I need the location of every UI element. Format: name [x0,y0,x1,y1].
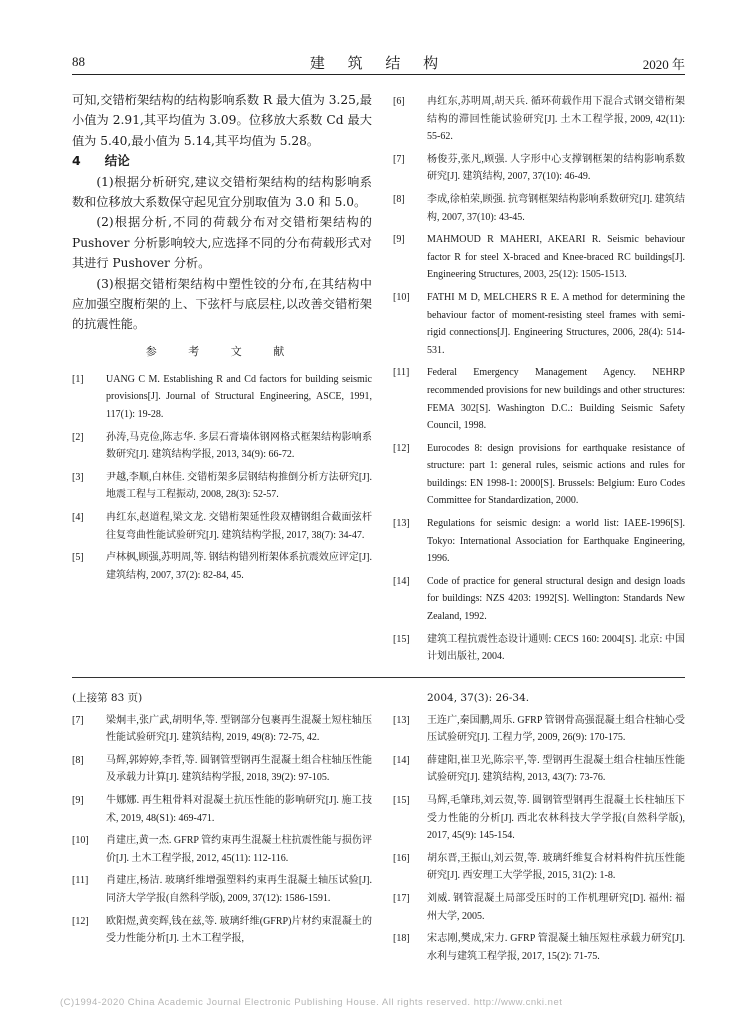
reference-text: Regulations for seismic design: a world list: IAEE-1996[S]. Tokyo: International Association for Earthquake Engineering, 1996. [427,518,685,565]
reference-number: [9] [393,234,405,246]
reference-text: 马辉,毛肇玮,刘云贺,等. 圆钢管型钢再生混凝土长柱轴压下受力性能的分析[J]. 西北农林科技大学学报(自然科学版), 2017, 45(9): 145-154. [427,794,685,842]
continued-from-note: (上接第 83 页) [72,692,143,704]
reference-text: 肖建庄,黄一杰. GFRP 管约束再生混凝土柱抗震性能与损伤评价[J]. 土木工程学报, 2012, 45(11): 112-116. [106,835,372,864]
reference-number: [15] [393,794,410,806]
left-column [72,90,372,589]
lower-right-column [393,690,685,970]
section-number: 4 [72,153,81,169]
reference-item [72,549,372,584]
reference-text: 卢林枫,顾强,苏明周,等. 钢结构错列桁架体系抗震效应评定[J]. 建筑结构, 2007, 37(2): 82-84, 45. [106,552,372,581]
reference-item [72,429,372,464]
reference-number: [18] [393,933,410,945]
reference-text: 胡东晋,王振山,刘云贺,等. 玻璃纤维复合材料构件抗压性能研究[J]. 西安理工大学学报, 2015, 31(2): 1-8. [427,852,685,882]
reference-item [72,469,372,504]
reference-number: [16] [393,852,410,864]
reference-item [393,752,685,787]
reference-number: [4] [72,512,84,524]
reference-number: [9] [72,794,84,806]
reference-text: MAHMOUD R MAHERI, AKEARI R. Seismic behaviour factor R for steel X-braced and Knee-braced RC buildings[J]. Engineering Structures, 2003, 25(12): 1505-1513. [427,234,685,281]
reference-number: [14] [393,575,410,587]
publication-year: 2020 年 [642,57,685,72]
reference-text: 杨俊芬,张凡,顾强. 人字形中心支撑钢框架的结构影响系数研究[J]. 建筑结构, 2007, 37(10): 46-49. [427,153,685,183]
reference-number: [15] [393,633,410,645]
section-title: 结论 [104,153,130,169]
reference-text: 宋志刚,樊成,宋力. GFRP 管混凝土轴压短柱承载力研究[J]. 水利与建筑工程学报, 2017, 15(2): 71-75. [427,933,685,962]
reference-number: [17] [393,892,410,904]
results-paragraph: 可知,交错桁架结构的结构影响系数 R 最大值为 3.25,最小值为 2.91,其平均值为 3.09。位移放大系数 Cd 最大值为 5.40,最小值为 5.14,其平均值为 5.28。 [72,93,372,148]
reference-item [72,832,372,867]
reference-number: [13] [393,518,410,530]
reference-item [72,712,372,747]
reference-text: 刘威. 钢管混凝土局部受压时的工作机理研究[D]. 福州: 福州大学, 2005. [427,892,685,922]
reference-item [72,792,372,827]
reference-text: 建筑工程抗震性态设计通则: CECS 160: 2004[S]. 北京: 中国计划出版社, 2004. [427,633,685,663]
reference-item [393,289,685,359]
reference-item [72,371,372,424]
lower-left-column [72,690,372,953]
reference-text: 李成,徐柏荣,顾强. 抗弯钢框架结构影响系数研究[J]. 建筑结构, 2007, 37(10): 43-45. [427,193,685,223]
reference-number: [3] [72,471,84,483]
reference-item [393,191,685,226]
reference-number: [5] [72,552,84,564]
reference-text: 欧阳煜,黄奕辉,钱在兹,等. 玻璃纤维(GFRP)片材约束混凝土的受力性能分析[J]. 土木工程学报, [106,915,372,945]
reference-item [393,364,685,434]
reference-text: 梁炯丰,张广武,胡明华,等. 型钢部分包裹再生混凝土短柱轴压性能试验研究[J]. 建筑结构, 2019, 49(8): 72-75, 42. [106,714,372,744]
reference-list-lower-left [72,712,372,948]
reference-item [393,930,685,965]
reference-item [393,631,685,666]
page-number: 88 [72,54,85,69]
reference-item [393,573,685,626]
reference-list-left [72,371,372,585]
reference-number: [1] [72,373,84,385]
reference-number: [13] [393,714,410,726]
reference-item [393,93,685,146]
reference-text: FATHI M D, MELCHERS R E. A method for determining the behaviour factor of moment-resisting steel frames with semi-rigid connections[J]. Engineering Structures, 2006, 28(4): 514-531. [427,291,685,356]
reference-item [72,509,372,544]
right-column [393,93,685,671]
reference-item [393,890,685,925]
reference-item [72,752,372,787]
reference-text: 王连广,秦国鹏,周乐. GFRP 管钢骨高强混凝土组合柱轴心受压试验研究[J]. 工程力学, 2009, 26(9): 170-175. [427,714,685,744]
reference-item [72,913,372,948]
reference-list-right [393,93,685,666]
reference-number: [10] [72,835,89,847]
reference-number: [7] [72,714,84,726]
reference-number: [12] [393,442,410,454]
conclusion-1: (1)根据分析研究,建议交错桁架结构的结构影响系数和位移放大系数保守起见宜分别取值为 3.0 和 5.0。 [72,174,372,210]
reference-text: 冉红东,赵道程,梁文龙. 交错桁架延性段双槽钢组合截面弦杆往复弯曲性能试验研究[J]. 建筑结构学报, 2017, 38(7): 34-47. [106,512,372,541]
reference-text: 牛娜娜. 再生粗骨料对混凝土抗压性能的影响研究[J]. 施工技术, 2019, 48(S1): 469-471. [106,794,372,824]
reference-number: [6] [393,96,405,107]
reference-number: [11] [72,875,89,887]
section-divider [72,677,685,678]
reference-item [393,792,685,845]
reference-number: [14] [393,754,410,766]
reference-text: 薛建阳,崔卫光,陈宗平,等. 型钢再生混凝土组合柱轴压性能试验研究[J]. 建筑结构, 2013, 43(7): 73-76. [427,754,685,784]
reference-item [393,515,685,568]
reference-item [393,850,685,885]
reference-item [393,151,685,186]
section-heading [72,151,372,171]
reference-item [72,872,372,907]
reference-number: [12] [72,915,89,927]
reference-text: Eurocodes 8: design provisions for earthquake resistance of structure: part 1: general rules, seismic actions and rules for buildings: EN 1998-1: 2000[S]. Brussels: Belgium: Euro Codes Committee for Standardization, 2000. [427,442,685,507]
reference-text: 肖建庄,杨洁. 玻璃纤维增强塑料约束再生混凝土轴压试验[J]. 同济大学学报(自然科学版), 2009, 37(12): 1586-1591. [106,875,372,904]
reference-text: 孙涛,马克俭,陈志华. 多层石膏墙体钢网格式框架结构影响系数研究[J]. 建筑结构学报, 2013, 34(9): 66-72. [106,431,372,461]
conclusion-2: (2)根据分析,不同的荷载分布对交错桁架结构的 Pushover 分析影响较大,应选择不同的分布荷载形式对其进行 Pushover 分析。 [72,215,372,271]
conclusion-3: (3)根据交错桁架结构中塑性铰的分布,在其结构中应加强空腹桁架的上、下弦杆与底层柱,以改善交错桁架的抗震性能。 [72,276,372,332]
journal-title: 建 筑 结 构 [309,54,448,72]
reference-number: [11] [393,367,410,379]
reference-text: Code of practice for general structural design and design loads for buildings: NZS 4203: 1992[S]. Wellington: Standards New Zealand, 1992. [427,575,685,623]
reference-number: [10] [393,291,410,303]
references-heading: 参 考 文 献 [145,344,299,358]
reference-number: [7] [393,153,405,165]
reference-text: 马辉,郭婷婷,李哲,等. 圆钢管型钢再生混凝土组合柱轴压性能及承载力计算[J]. 建筑结构学报, 2018, 39(2): 97-105. [106,754,372,784]
reference-item [393,231,685,284]
continued-reference-text: 2004, 37(3): 26-34. [427,692,530,704]
reference-number: [2] [72,431,84,443]
reference-text: UANG C M. Establishing R and Cd factors for building seismic provisions[J]. Journal of Structural Engineering, ASCE, 1991, 117(1): 19-28. [106,373,372,421]
reference-item [393,712,685,747]
copyright-footer: (C)1994-2020 China Academic Journal Electronic Publishing House. All rights reserved. http://www.cnki.net [60,997,563,1008]
reference-text: 尹越,李顺,白林佳. 交错桁架多层钢结构推倒分析方法研究[J]. 地震工程与工程振动, 2008, 28(3): 52-57. [106,471,372,501]
reference-item [393,440,685,510]
reference-list-lower-right [393,712,685,966]
page-header [72,52,685,75]
reference-number: [8] [393,193,405,205]
reference-text: Federal Emergency Management Agency. NEHRP recommended provisions for new buildings and other structures: FEMA 302[S]. Washington D.C.: Building Seismic Safety Council, 1998. [427,367,685,432]
reference-number: [8] [72,754,84,766]
reference-text: 冉红东,苏明周,胡天兵. 循环荷载作用下混合式钢交错桁架结构的滞回性能试验研究[J]. 土木工程学报, 2009, 42(11): 55-62. [427,96,685,143]
